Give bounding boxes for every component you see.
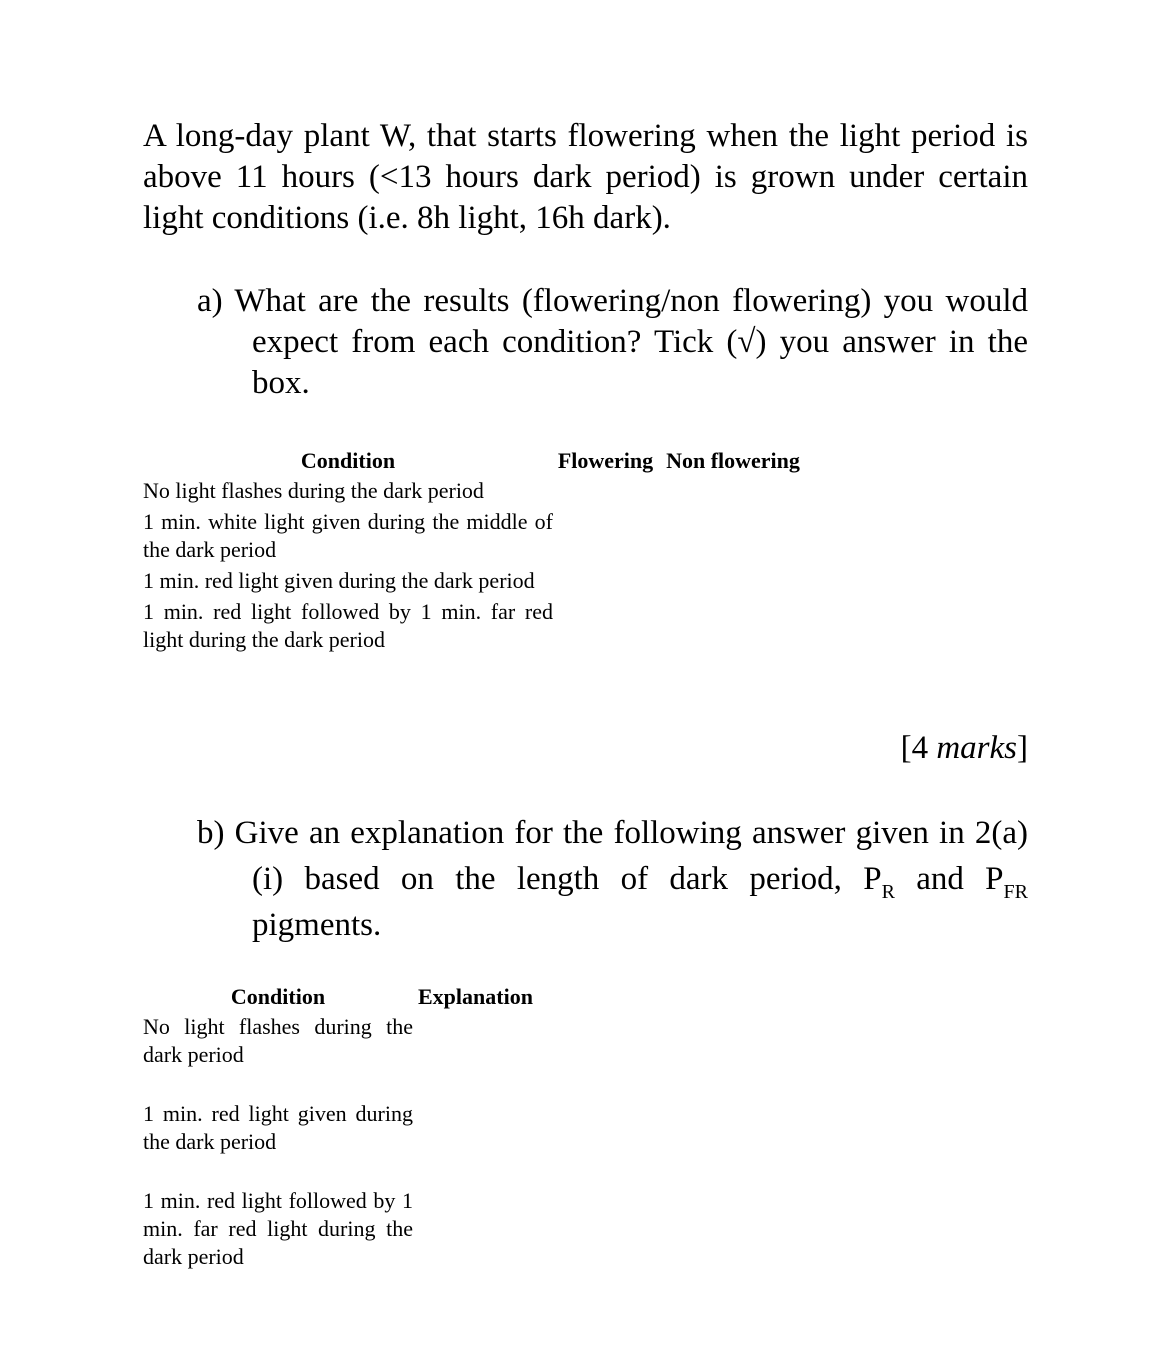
results-table-header [143,447,808,477]
condition-cell: 1 min. red light followed by 1 min. far red light during the dark period [143,599,553,652]
condition-cell: No light flashes during the dark period [143,478,484,503]
explanation-table [143,983,543,1302]
question-a-text: What are the results (flowering/non flowering) you would expect from each condition? Tick (√) you answer in the box. [234,283,1028,401]
non-flowering-tick-box[interactable] [658,598,808,657]
explanation-answer-box[interactable] [413,1187,543,1302]
condition-cell: 1 min. red light followed by 1 min. far red light during the dark period [143,1188,413,1269]
condition-cell: 1 min. red light given during the dark period [143,568,535,593]
intro-paragraph: A long-day plant W, that starts flowering when the light period is above 11 hours (<13 hours dark period) is grown under certain light conditions (i.e. 8h light, 16h dark). [143,118,1028,236]
explanation-answer-box[interactable] [413,1100,543,1187]
results-table [143,447,808,657]
condition-cell: 1 min. red light given during the dark period [143,1101,413,1154]
header-flowering: Flowering [557,448,654,473]
header-condition: Condition [230,984,326,1009]
table-row [143,1013,543,1100]
flowering-tick-box[interactable] [553,508,658,567]
non-flowering-tick-box[interactable] [658,567,808,598]
non-flowering-tick-box[interactable] [658,477,808,508]
table-row [143,508,808,567]
table-row [143,598,808,657]
table-row [143,1187,543,1302]
table-row [143,567,808,598]
flowering-tick-box[interactable] [553,598,658,657]
condition-cell: 1 min. white light given during the middle of the dark period [143,509,553,562]
flowering-tick-box[interactable] [553,477,658,508]
condition-cell: No light flashes during the dark period [143,1014,413,1067]
question-a [197,281,1028,404]
non-flowering-tick-box[interactable] [658,508,808,567]
explanation-table-header [143,983,543,1013]
question-b-label: b) [197,815,225,851]
explanation-answer-box[interactable] [413,1013,543,1100]
table-row [143,477,808,508]
question-a-label: a) [197,283,223,319]
header-explanation: Explanation [418,984,533,1009]
question-b: b) Give an explanation for the following answer given in 2(a)(i) based on the length of dark period, $P_R$ and $P_{FR}$ pigments. [197,815,1029,943]
table-row [143,1100,543,1187]
header-non-flowering: Non flowering [666,448,800,473]
marks-label: [4 marks] [900,730,1028,766]
flowering-tick-box[interactable] [553,567,658,598]
header-condition: Condition [300,448,396,473]
